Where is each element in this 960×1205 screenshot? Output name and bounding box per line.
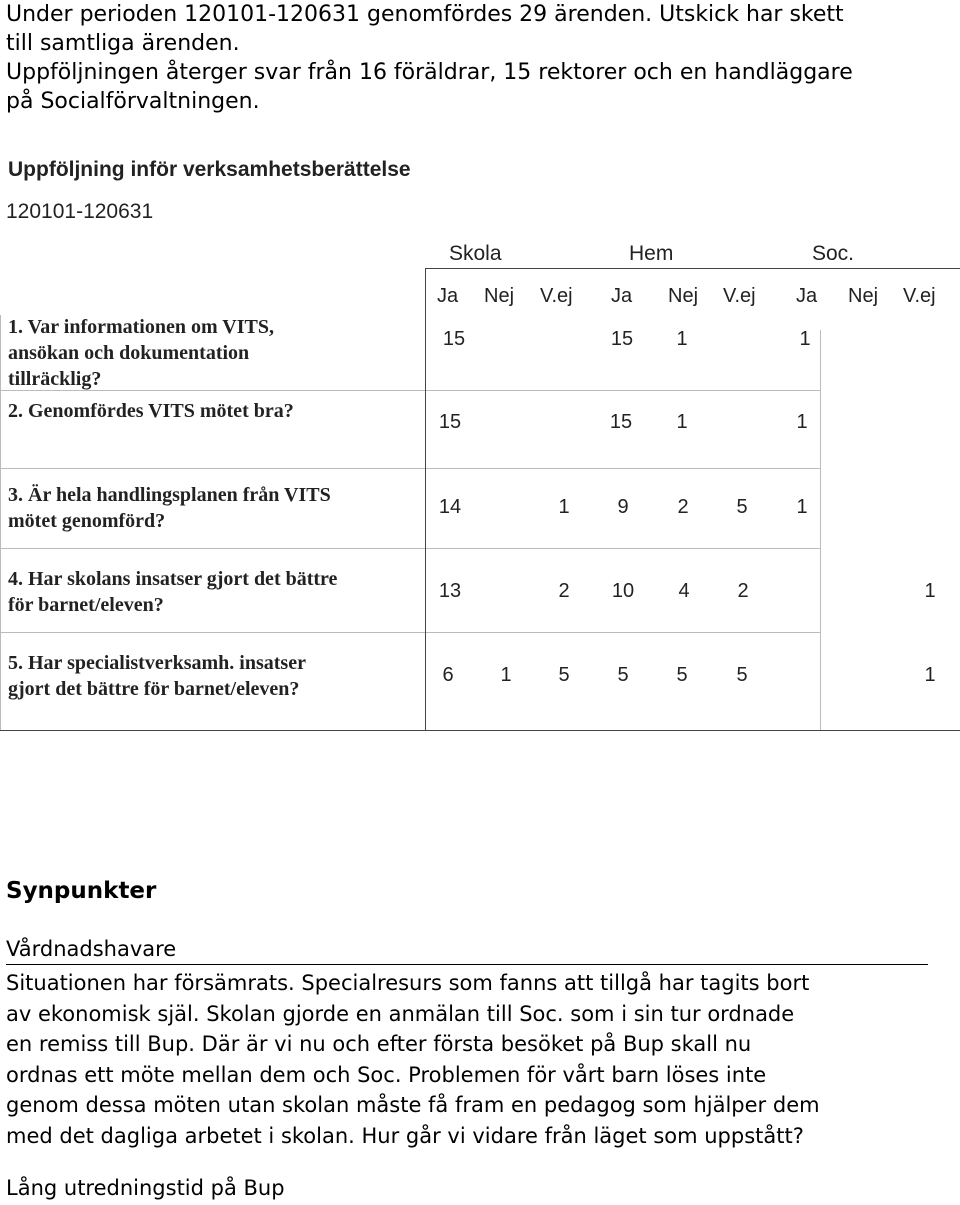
subcolumn-nej: Nej (668, 285, 699, 307)
table-line-h-bottom (0, 730, 960, 731)
cell-value: 1 (676, 328, 688, 350)
question-2 (8, 398, 294, 424)
table-line-h-q3 (0, 548, 820, 549)
question-3 (8, 482, 331, 534)
cell-value: 2 (558, 580, 570, 602)
intro-line: till samtliga ärenden. (6, 31, 240, 56)
subcolumn-vej: V.ej (540, 285, 573, 307)
intro-line: Uppföljningen återger svar från 16 föräldrar, 15 rektorer och en handläggare (6, 60, 853, 85)
cell-value: 2 (737, 580, 749, 602)
cell-value: 15 (442, 328, 466, 350)
question-line: 2. Genomfördes VITS mötet bra? (8, 400, 294, 422)
question-line: gjort det bättre för barnet/eleven? (8, 678, 300, 700)
comment-line: ordnas ett möte mellan dem och Soc. Problemen för vårt barn löses inte (6, 1062, 767, 1087)
cell-value: 9 (617, 496, 629, 518)
question-line: 1. Var informationen om VITS, (8, 316, 274, 338)
cell-value: 2 (677, 496, 689, 518)
table-line-v-data (425, 268, 426, 730)
column-group-hem: Hem (629, 242, 674, 265)
table-line-v-left (0, 315, 1, 730)
comment-line: Situationen har försämrats. Specialresurs som fanns att tillgå har tagits bort (6, 971, 810, 995)
cell-value: 5 (676, 664, 688, 686)
cell-value: 4 (678, 580, 690, 602)
table-line-h-q2 (0, 468, 820, 469)
cell-value: 15 (609, 411, 633, 433)
cell-value: 1 (558, 496, 570, 518)
intro-line: Under perioden 120101-120631 genomfördes 29 ärenden. Utskick har skett (6, 2, 844, 27)
subcolumn-nej: Nej (484, 285, 515, 307)
table-line-h-top (425, 268, 960, 269)
subcolumn-vej: V.ej (903, 285, 936, 307)
question-1 (8, 314, 274, 392)
cell-value: 6 (442, 664, 454, 686)
comment-line: genom dessa möten utan skolan måste få fram en pedagog som hjälper dem (6, 1093, 820, 1117)
cell-value: 1 (676, 411, 688, 433)
cell-value: 14 (438, 496, 462, 518)
intro-paragraph (6, 0, 853, 116)
intro-line: på Socialförvaltningen. (6, 89, 260, 114)
cell-value: 5 (736, 664, 748, 686)
question-line: för barnet/eleven? (8, 594, 164, 616)
subcolumn-ja: Ja (796, 285, 818, 307)
cell-value: 1 (799, 328, 811, 350)
question-line: 4. Har skolans insatser gjort det bättre (8, 568, 338, 590)
column-group-skola: Skola (449, 242, 502, 265)
followup-title: Uppföljning inför verksamhetsberättelse (8, 158, 411, 181)
cell-value: 13 (438, 580, 462, 602)
question-4 (8, 566, 337, 618)
role-underline (6, 964, 928, 965)
cell-value: 15 (610, 328, 634, 350)
followup-period: 120101-120631 (6, 200, 154, 223)
cell-value: 5 (736, 496, 748, 518)
cell-value: 1 (796, 411, 808, 433)
cell-value: 1 (796, 496, 808, 518)
comment-last-line: Lång utredningstid på Bup (6, 1176, 285, 1200)
question-line: 3. Är hela handlingsplanen från VITS (8, 484, 331, 506)
question-line: tillräcklig? (8, 368, 102, 390)
subcolumn-ja: Ja (437, 285, 459, 307)
cell-value: 1 (924, 664, 936, 686)
cell-value: 15 (438, 411, 462, 433)
comment-line: en remiss till Bup. Där är vi nu och efter första besöket på Bup skall nu (6, 1032, 752, 1056)
question-5 (8, 650, 306, 702)
question-line: 5. Har specialistverksamh. insatser (8, 652, 306, 674)
comment-line: av ekonomisk själ. Skolan gjorde en anmälan till Soc. som i sin tur ordnade (6, 1001, 795, 1026)
role-label: Vårdnadshavare (6, 937, 177, 961)
cell-value: 10 (611, 580, 635, 602)
subcolumn-nej: Nej (848, 285, 879, 307)
subcolumn-vej: V.ej (723, 285, 756, 307)
table-line-v-inner (820, 330, 821, 730)
cell-value: 5 (558, 664, 570, 686)
table-line-h-q4 (0, 632, 820, 633)
cell-value: 1 (500, 664, 512, 686)
cell-value: 1 (924, 580, 936, 602)
column-group-soc: Soc. (812, 242, 855, 265)
cell-value: 5 (617, 664, 629, 686)
question-line: mötet genomförd? (8, 510, 166, 532)
synpunkter-heading: Synpunkter (6, 878, 157, 904)
subcolumn-ja: Ja (611, 285, 633, 307)
question-line: ansökan och dokumentation (8, 342, 250, 364)
comment-line: med det dagliga arbetet i skolan. Hur går vi vidare från läget som uppstått? (6, 1123, 804, 1148)
comment-paragraph (6, 968, 820, 1151)
